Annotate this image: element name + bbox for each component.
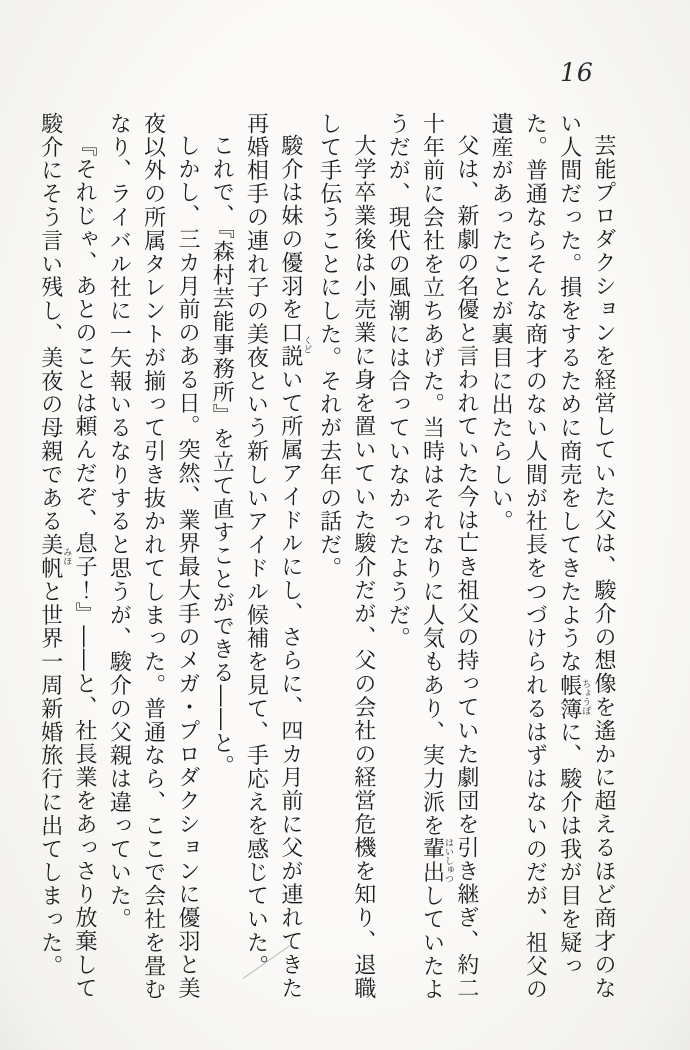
paragraph: これで、『森村芸能事務所』を立て直すことができる――と。 [209, 134, 235, 779]
ruby-annotated-word: 輩出はいしゅつ [419, 837, 454, 885]
paragraph: 駿介は妹の優羽を口説くどいて所属アイドルにし、さらに、四カ月前に父が連れてきた再婚相手の連れ子の美夜という新しいアイドル候補を見て、手応えを感じていた。 [243, 112, 312, 1000]
ruby-annotated-word: 帳簿ちょうぼ [556, 673, 591, 721]
body-text [36, 112, 620, 1014]
paragraph: 『それじゃ、あとのことは頼んだぞ、息子！』――と、社長業をあっさり放棄して駿介にそう言い残し、美夜の母親である美帆みほと世界一周新婚旅行に出てしまった。 [37, 112, 98, 1000]
ruby-annotated-word: 美帆みほ [37, 533, 72, 581]
page-number: 16 [560, 58, 594, 87]
ruby-annotated-word: 口説くど [277, 321, 312, 369]
paragraph: 大学卒業後は小売業に身を置いていた駿介だが、父の会社の経営危機を知り、退職して手伝うことにした。それが去年の話だ。 [316, 112, 376, 1000]
paragraph: 芸能プロダクションを経営していた父は、駿介の想像を遙かに超えるほど商才のない人間だった。損をするために商売をしてきたような帳簿ちょうぼに、駿介は我が目を疑った。普通ならそんな商才のない人間が社長をつづけられるはずはないのだが、祖父の遺産があったことが裏目に出たらしい。 [488, 112, 616, 1002]
paragraph: しかし、三カ月前のある日。突然、業界最大手のメガ・プロダクションに優羽と美夜以外の所属タレントが揃って引き抜かれてしまった。普通なら、ここで会社を畳むなり、ライバル社に一矢報いるなりすると思うが、駿介の父親は違っていた。 [106, 112, 200, 1002]
paragraph: 父は、新劇の名優と言われていた今は亡き祖父の持っていた劇団を引き継ぎ、約二十年前に会社を立ちあげた。当時はそれなりに人気もあり、実力派を輩出はいしゅつしていたようだが、現代の風潮には合っていなかったようだ。 [385, 112, 479, 1002]
